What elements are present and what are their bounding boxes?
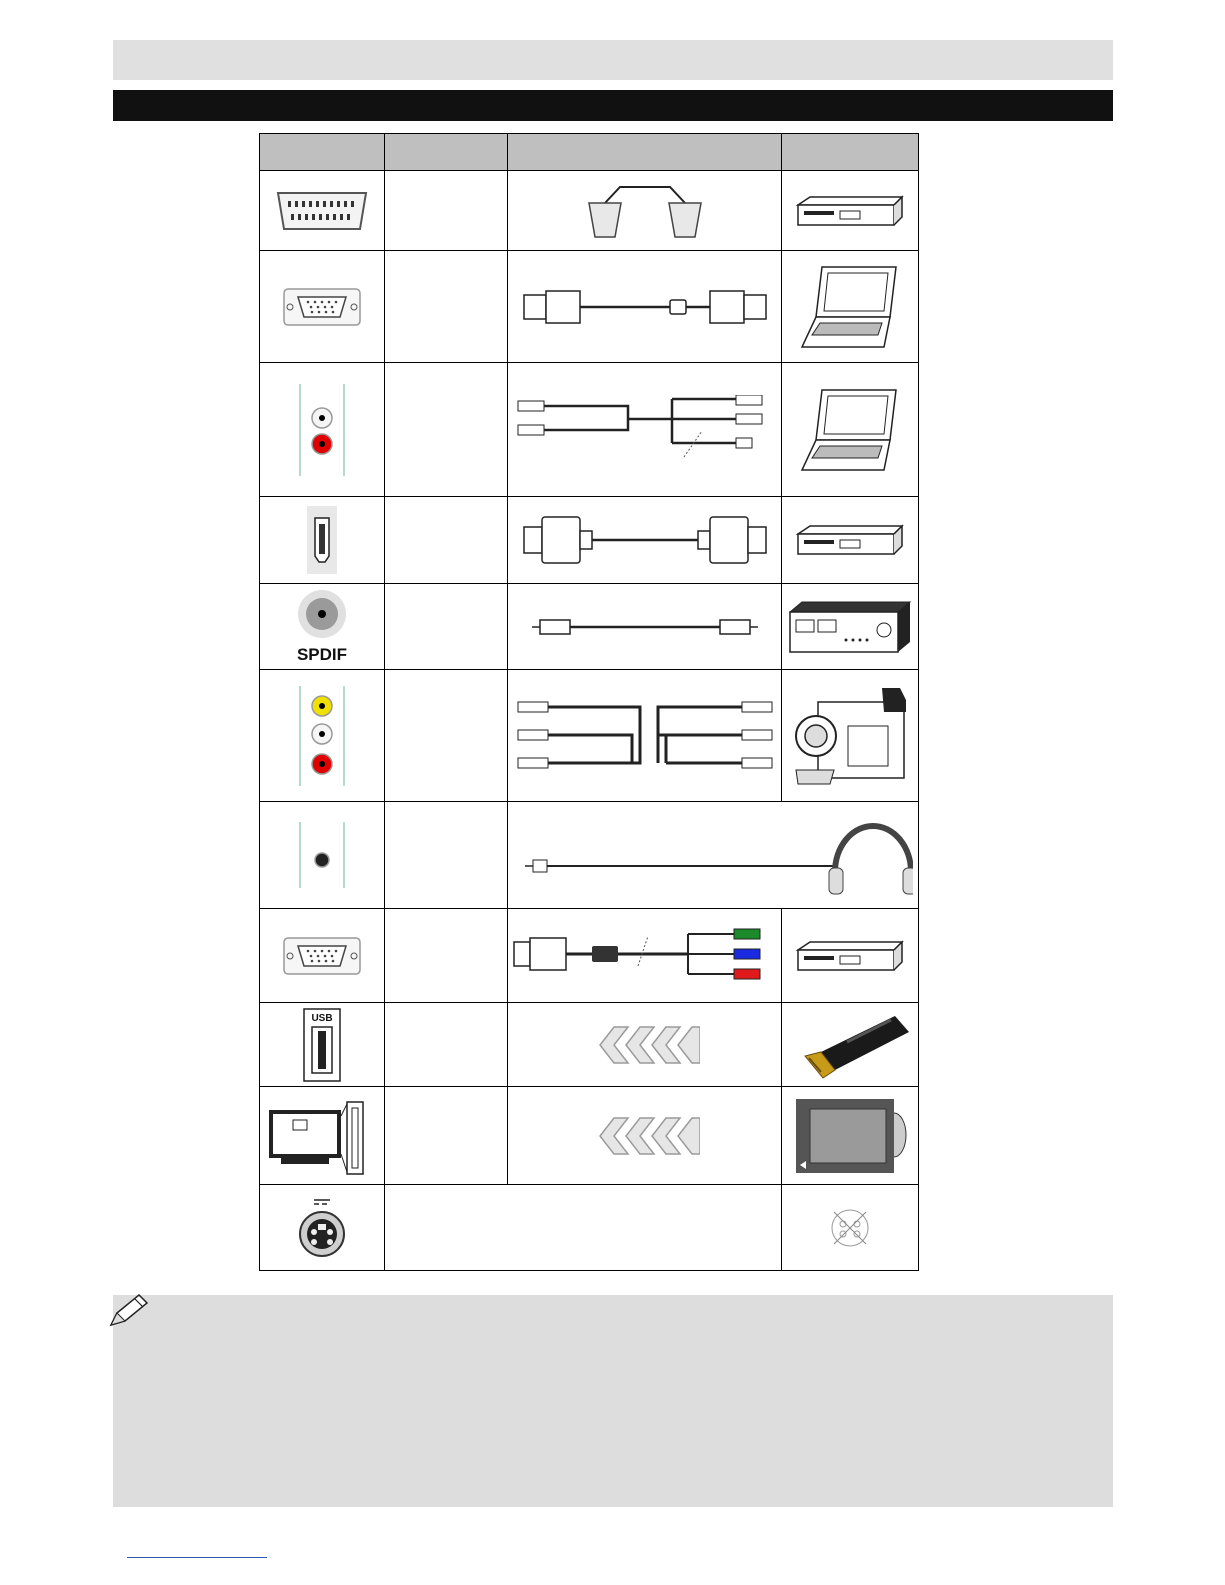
type-cell [385,251,508,363]
header-cables [508,134,781,171]
usb-stick-icon [781,1003,918,1087]
spdif-port-icon [260,584,385,670]
table-row [260,497,919,584]
pencil-icon [107,1291,151,1331]
usb-label: USB [311,1012,333,1024]
table-row [260,1087,919,1185]
footer-link-line [127,1557,267,1558]
audio-rca-port-icon [260,363,385,497]
hdmi-port-icon [260,497,385,584]
type-cell [385,670,508,802]
headphone-cable-icon [513,814,913,896]
type-cell [385,171,508,251]
table-row [260,909,919,1003]
table-row [260,584,919,670]
table-row [260,251,919,363]
table-row [260,363,919,497]
header-device [781,134,918,171]
table-row [260,670,919,802]
notes-box [113,1295,1113,1507]
connection-table [259,133,919,1273]
av-rca-cable-icon [508,670,781,802]
dvd-player-icon [781,171,918,251]
table-row [260,1003,919,1087]
power-plug-icon [781,1185,918,1271]
vga-cable-icon [508,251,781,363]
audio-rca-cable-icon [508,363,781,497]
camcorder-icon [781,670,918,802]
scart-cable-icon [508,171,781,251]
header-band [113,40,1113,80]
ci-slot-icon [260,1087,385,1185]
headphone-cable-cell [508,802,919,909]
vga-port-icon [260,909,385,1003]
spdif-label: SPDIF [297,644,348,664]
vga-port-icon [260,251,385,363]
type-cell [385,497,508,584]
type-cell [385,1087,508,1185]
av-rca-port-icon [260,670,385,802]
dvd-player-icon [781,497,918,584]
header-connector [260,134,385,171]
coaxial-cable-icon [508,584,781,670]
dc-power-port-icon [260,1185,385,1271]
type-cell [385,1003,508,1087]
insert-arrows-icon [508,1087,781,1185]
scart-port-icon [260,171,385,251]
type-cell [385,584,508,670]
laptop-icon [781,363,918,497]
amplifier-icon [781,584,918,670]
table-row [260,171,919,251]
table-row [260,1185,919,1271]
type-cell [385,802,508,909]
ypbpr-cable-icon [508,909,781,1003]
ci-module-icon [781,1087,918,1185]
type-cell [385,909,508,1003]
dc-power-note-cell [385,1185,782,1271]
section-title-bar [113,90,1113,121]
table-row [260,802,919,909]
usb-port-icon [260,1003,385,1087]
laptop-icon [781,251,918,363]
table-header-row [260,134,919,171]
headphone-jack-icon [260,802,385,909]
header-type [385,134,508,171]
dvd-player-icon [781,909,918,1003]
insert-arrows-icon [508,1003,781,1087]
type-cell [385,363,508,497]
hdmi-cable-icon [508,497,781,584]
